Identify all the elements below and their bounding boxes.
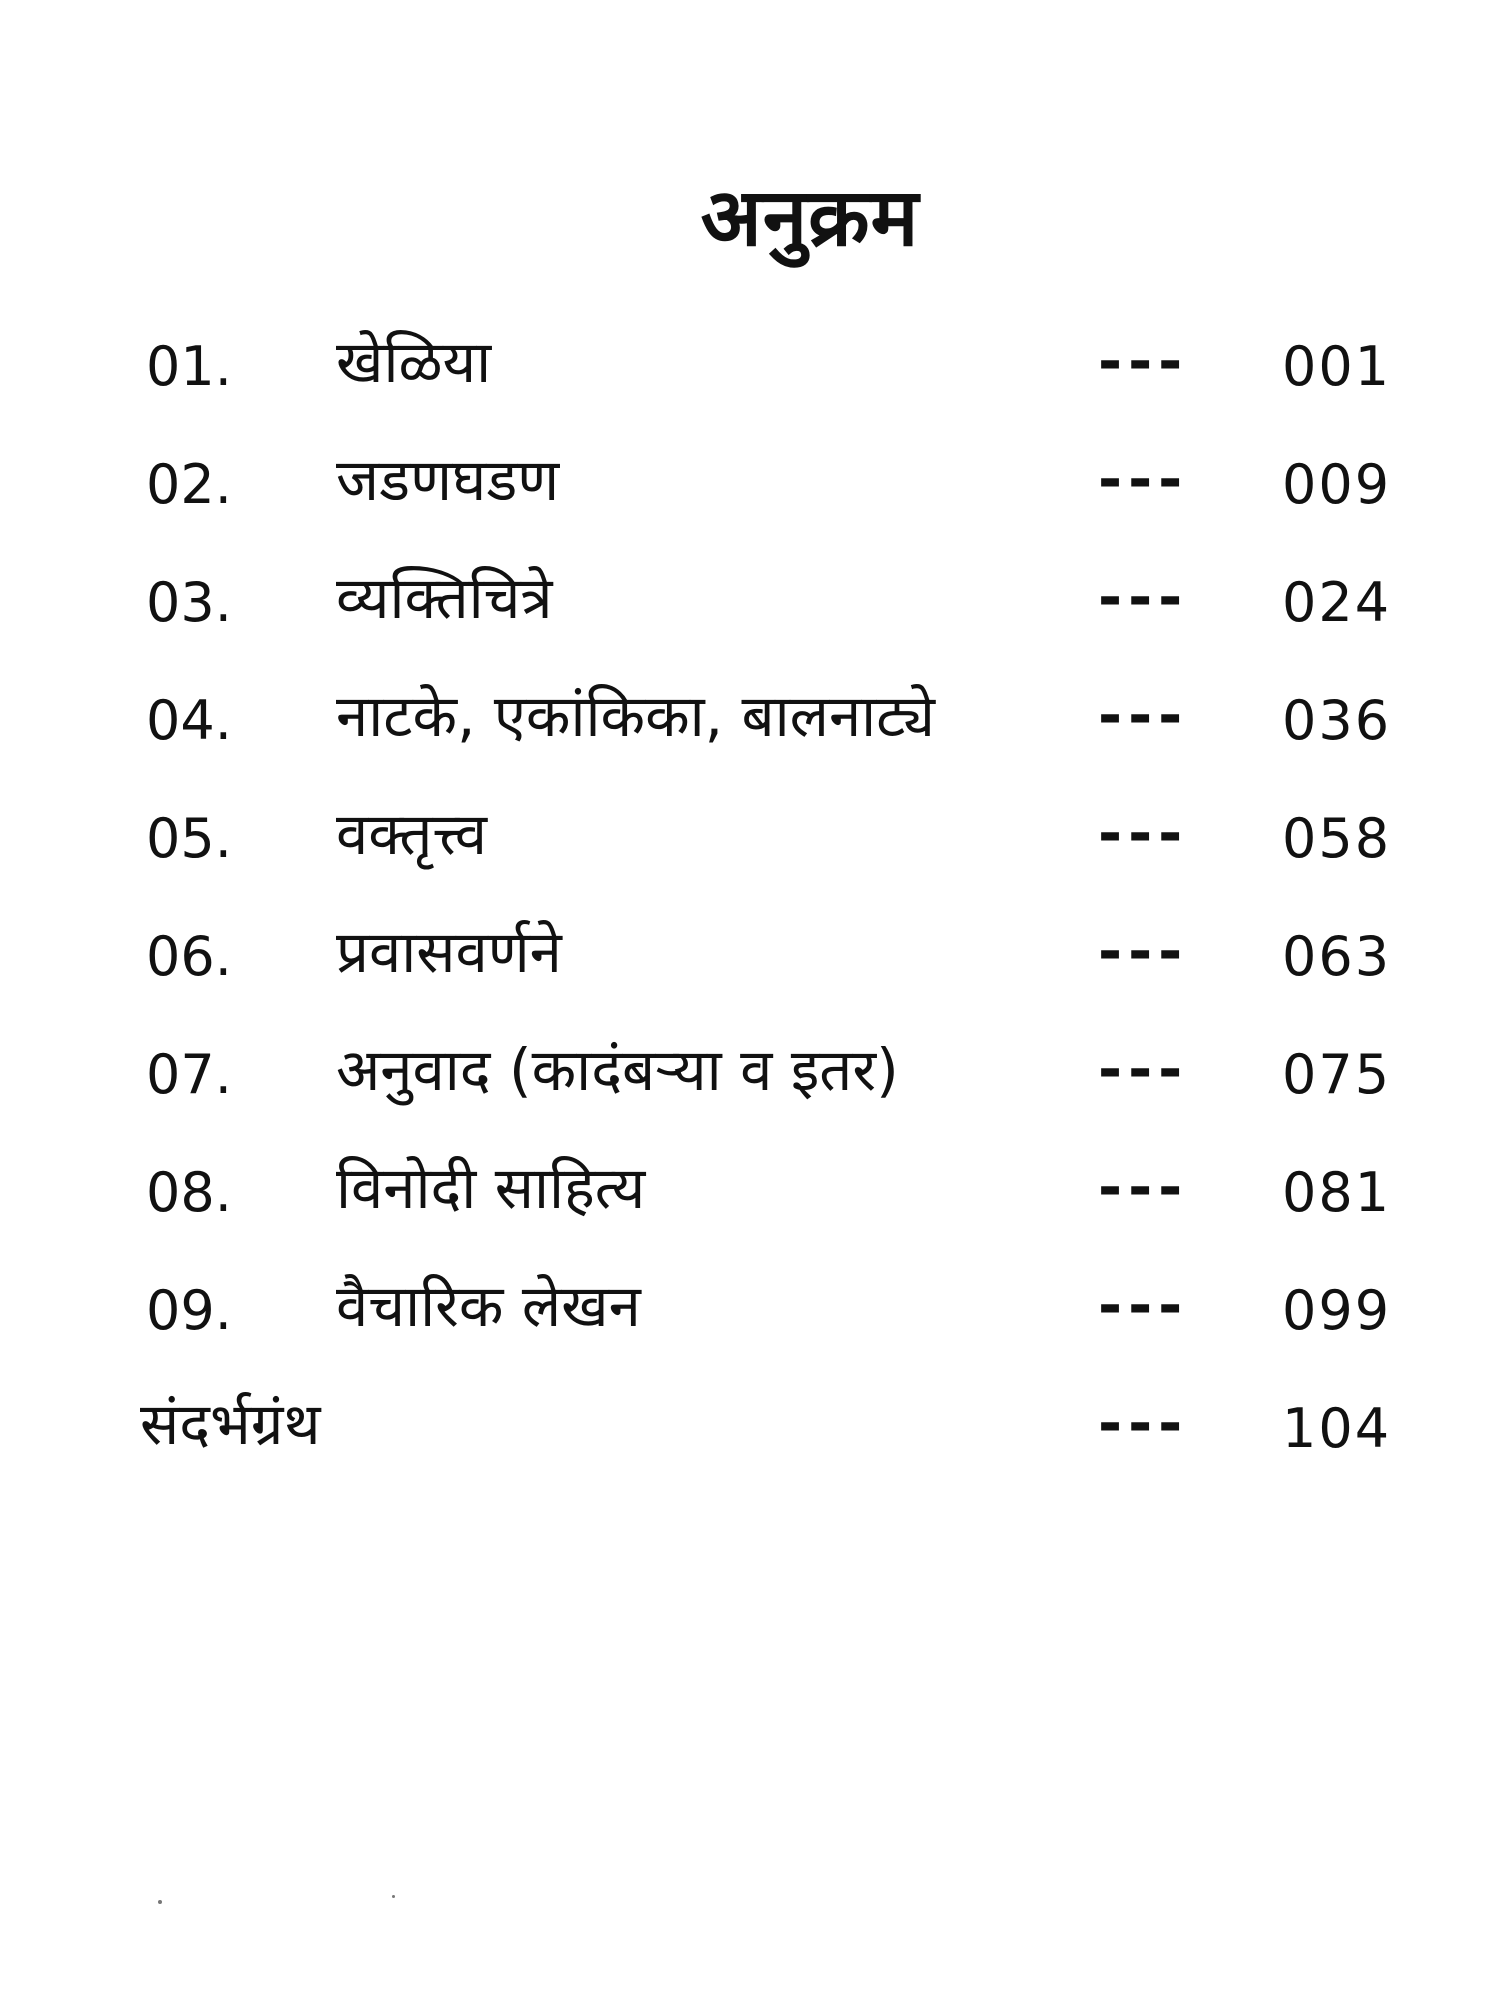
paper-speck bbox=[392, 1895, 395, 1898]
toc-page-number: 075 bbox=[1282, 1043, 1392, 1106]
toc-row bbox=[0, 430, 1500, 548]
toc-separator: --- bbox=[1098, 445, 1189, 513]
toc-separator: --- bbox=[1098, 327, 1189, 395]
toc-separator: --- bbox=[1098, 1153, 1189, 1221]
toc-number: 03. bbox=[146, 571, 232, 634]
toc-number: 02. bbox=[146, 453, 232, 516]
toc-number: 06. bbox=[146, 925, 232, 988]
toc-separator: --- bbox=[1098, 1035, 1189, 1103]
table-of-contents bbox=[0, 312, 1500, 1492]
toc-number: 05. bbox=[146, 807, 232, 870]
toc-row bbox=[0, 1020, 1500, 1138]
toc-page-number: 081 bbox=[1282, 1161, 1392, 1224]
toc-number: 08. bbox=[146, 1161, 232, 1224]
toc-title: संदर्भग्रंथ bbox=[140, 1390, 321, 1458]
toc-page-number: 099 bbox=[1282, 1279, 1392, 1342]
toc-page-number: 104 bbox=[1282, 1397, 1392, 1460]
toc-row bbox=[0, 1138, 1500, 1256]
toc-title: खेळिया bbox=[336, 328, 492, 396]
toc-row bbox=[0, 548, 1500, 666]
toc-title: वक्तृत्त्व bbox=[336, 800, 488, 868]
toc-page-number: 009 bbox=[1282, 453, 1392, 516]
toc-row bbox=[0, 1256, 1500, 1374]
toc-separator: --- bbox=[1098, 799, 1189, 867]
toc-page-number: 036 bbox=[1282, 689, 1392, 752]
toc-row bbox=[0, 312, 1500, 430]
toc-row-references bbox=[0, 1374, 1500, 1492]
toc-title: प्रवासवर्णने bbox=[336, 918, 562, 986]
toc-separator: --- bbox=[1098, 1271, 1189, 1339]
toc-row bbox=[0, 666, 1500, 784]
toc-number: 01. bbox=[146, 335, 232, 398]
toc-title: विनोदी साहित्य bbox=[336, 1154, 646, 1222]
toc-page-number: 001 bbox=[1282, 335, 1392, 398]
toc-number: 04. bbox=[146, 689, 232, 752]
toc-separator: --- bbox=[1098, 563, 1189, 631]
toc-title: जडणघडण bbox=[336, 446, 560, 514]
toc-separator: --- bbox=[1098, 681, 1189, 749]
toc-page-number: 058 bbox=[1282, 807, 1392, 870]
toc-number: 07. bbox=[146, 1043, 232, 1106]
toc-separator: --- bbox=[1098, 917, 1189, 985]
toc-title: अनुवाद (कादंबऱ्या व इतर) bbox=[336, 1036, 899, 1104]
toc-title: व्यक्तिचित्रे bbox=[336, 564, 553, 632]
toc-row bbox=[0, 784, 1500, 902]
toc-separator: --- bbox=[1098, 1389, 1189, 1457]
page-title: अनुक्रम bbox=[700, 171, 920, 264]
toc-page-number: 024 bbox=[1282, 571, 1392, 634]
toc-title: वैचारिक लेखन bbox=[336, 1272, 641, 1340]
toc-page-number: 063 bbox=[1282, 925, 1392, 988]
paper-speck bbox=[158, 1900, 162, 1904]
toc-row bbox=[0, 902, 1500, 1020]
toc-number: 09. bbox=[146, 1279, 232, 1342]
toc-title: नाटके, एकांकिका, बालनाट्ये bbox=[336, 682, 936, 750]
